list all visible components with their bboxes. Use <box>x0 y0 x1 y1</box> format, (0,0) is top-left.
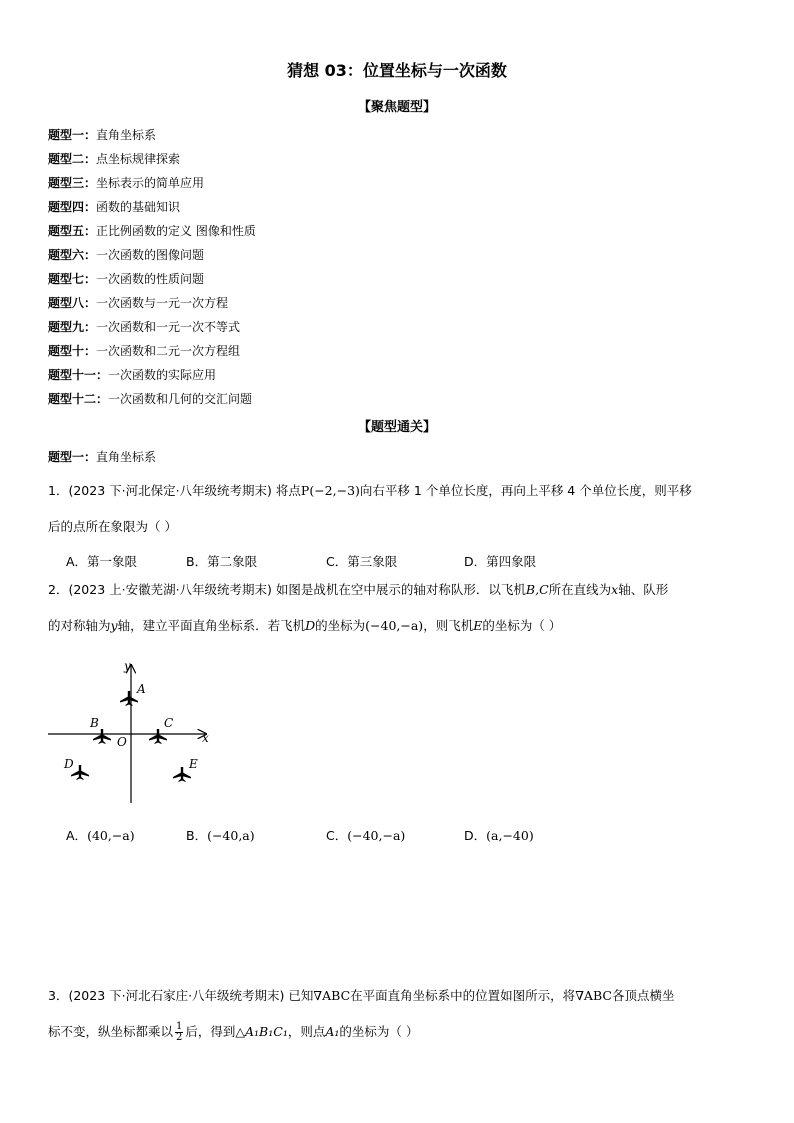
page-title: 猜想 03：位置坐标与一次函数 <box>287 61 507 80</box>
category-item: 题型一：直角坐标系 <box>48 128 157 142</box>
y-axis-label: y <box>124 659 131 673</box>
formation-figure <box>40 655 230 810</box>
label-c: C <box>164 716 174 730</box>
question-2-line-1: 2．(2023 上·安徽芜湖·八年级统考期末) 如图是战机在空中展示的轴对称队形．以飞机B,C所在直线为x轴、队形 <box>48 582 669 597</box>
question-2-line-2: 的对称轴为y轴，建立平面直角坐标系．若飞机D的坐标为(−40,−a)，则飞机E的坐标为（ ） <box>48 618 562 633</box>
question-1-line-2: 后的点所在象限为（ ） <box>48 519 177 534</box>
category-item: 题型十一：一次函数的实际应用 <box>48 368 217 382</box>
option-c[interactable]: C．第三象限 <box>326 554 398 569</box>
label-a: A <box>137 682 146 696</box>
category-item: 题型三：坐标表示的简单应用 <box>48 176 205 190</box>
label-e: E <box>189 757 198 771</box>
plane-d <box>71 765 89 780</box>
label-b: B <box>90 716 99 730</box>
category-item: 题型七：一次函数的性质问题 <box>48 272 205 286</box>
category-item: 题型四：函数的基础知识 <box>48 200 181 214</box>
option-d[interactable]: D．第四象限 <box>464 554 537 569</box>
fraction-one-half: $\frac{1}{2}$ <box>176 1021 183 1043</box>
option-a[interactable]: A．(40,−a) <box>66 828 135 843</box>
origin-label: O <box>117 735 127 749</box>
option-a[interactable]: A．第一象限 <box>66 554 138 569</box>
subsection-heading: 题型一：直角坐标系 <box>48 450 157 464</box>
option-d[interactable]: D．(a,−40) <box>464 828 534 843</box>
option-b[interactable]: B．(−40,a) <box>186 828 255 843</box>
category-item: 题型六：一次函数的图像问题 <box>48 248 205 262</box>
plane-c <box>149 729 167 744</box>
category-item: 题型二：点坐标规律探索 <box>48 152 181 166</box>
plane-b <box>93 729 111 744</box>
question-3-line-2: 标不变，纵坐标都乘以 $\frac{1}{2}$ 后，得到△A₁B₁C₁，则点A₁的坐标为（ ） <box>48 1021 419 1043</box>
category-item: 题型十二：一次函数和几何的交汇问题 <box>48 392 253 406</box>
option-c[interactable]: C．(−40,−a) <box>326 828 406 843</box>
category-item: 题型五：正比例函数的定义 图像和性质 <box>48 224 256 238</box>
x-axis-label: x <box>202 731 209 745</box>
category-item: 题型八：一次函数与一元一次方程 <box>48 296 229 310</box>
question-3-line-1: 3．(2023 下·河北石家庄·八年级统考期末) 已知∇ABC在平面直角坐标系中的位置如图所示，将∇ABC各顶点横坐 <box>48 988 675 1003</box>
plane-a <box>120 691 138 706</box>
label-d: D <box>64 757 74 771</box>
question-1-line-1: 1．(2023 下·河北保定·八年级统考期末) 将点P(−2,−3)向右平移 1 个单位长度，再向上平移 4 个单位长度，则平移 <box>48 483 692 498</box>
category-item: 题型十：一次函数和二元一次方程组 <box>48 344 241 358</box>
section-heading-practice: 【题型通关】 <box>357 420 436 435</box>
option-b[interactable]: B．第二象限 <box>186 554 258 569</box>
section-heading-focus: 【聚焦题型】 <box>357 100 436 115</box>
category-item: 题型九：一次函数和一元一次不等式 <box>48 320 241 334</box>
